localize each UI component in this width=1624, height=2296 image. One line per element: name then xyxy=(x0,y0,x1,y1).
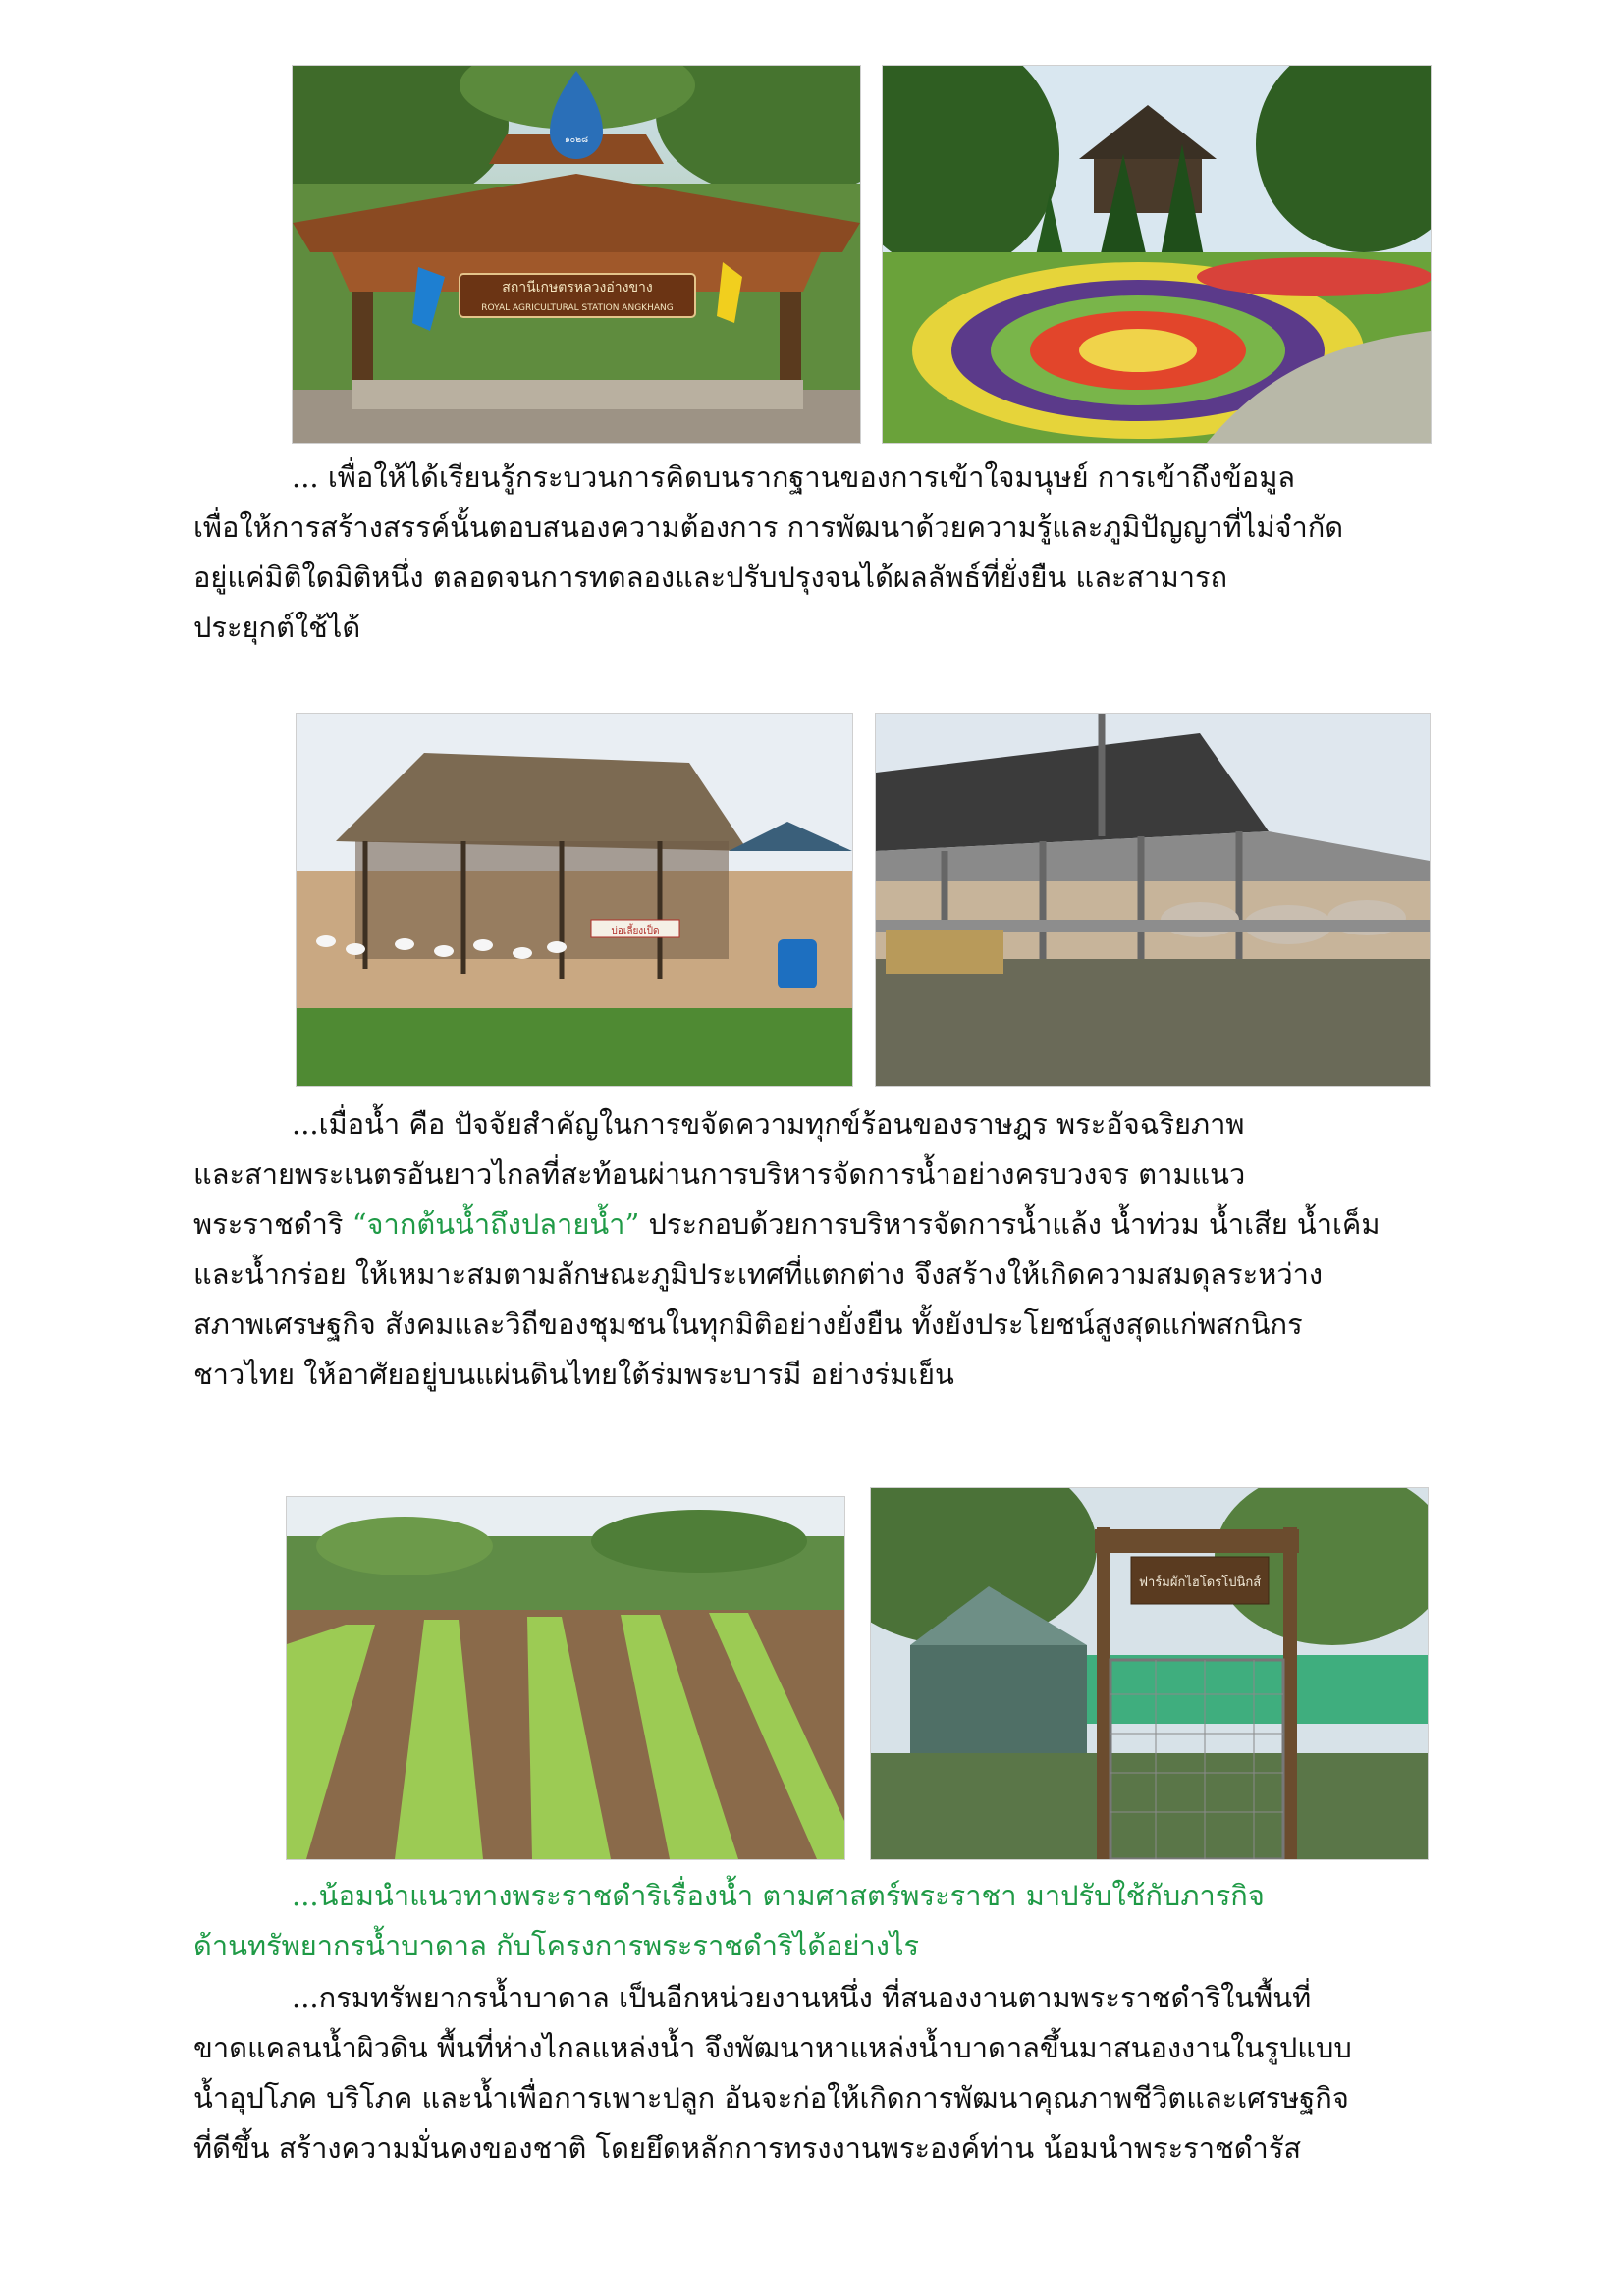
paragraph-line: ชาวไทย ให้อาศัยอยู่บนแผ่นดินไทยใต้ร่มพระบารมี อย่างร่มเย็น xyxy=(193,1358,954,1391)
heading-line: ด้านทรัพยากรน้ำบาดาล กับโครงการพระราชดำริได้อย่างไร xyxy=(193,1929,920,1962)
paragraph-line: ...กรมทรัพยากรน้ำบาดาล เป็นอีกหน่วยงานหนึ่ง ที่สนองงานตามพระราชดำริในพื้นที่ xyxy=(292,1981,1312,2014)
line-suffix: ประกอบด้วยการบริหารจัดการน้ำแล้ง น้ำท่วม น้ำเสีย น้ำเค็ม xyxy=(639,1207,1380,1241)
intro-paragraph xyxy=(193,453,1480,653)
photo-cattle-barn xyxy=(875,713,1431,1087)
station-sign-english: ROYAL AGRICULTURAL STATION ANGKHANG xyxy=(481,303,674,313)
paragraph-line: ... เพื่อให้ได้เรียนรู้กระบวนการคิดบนรากฐานของการเข้าใจมนุษย์ การเข้าถึงข้อมูล xyxy=(292,460,1296,494)
water-management-paragraph xyxy=(193,1099,1480,1400)
paragraph-line: ขาดแคลนน้ำผิวดิน พื้นที่ห่างไกลแหล่งน้ำ จึงพัฒนาหาแหล่งน้ำบาดาลขึ้นมาสนองงานในรูปแบบ xyxy=(193,2031,1352,2064)
paragraph-line: ที่ดีขึ้น สร้างความมั่นคงของชาติ โดยยึดหลักการทรงงานพระองค์ท่าน น้อมนำพระราชดำรัส xyxy=(193,2131,1302,2164)
paragraph-line-with-quote xyxy=(193,1200,1480,1250)
paragraph-line: ...เมื่อน้ำ คือ ปัจจัยสำคัญในการขจัดความทุกข์ร้อนของราษฎร พระอัจฉริยภาพ xyxy=(292,1107,1245,1141)
line-prefix: พระราชดำริ xyxy=(193,1207,352,1241)
paragraph-line: เพื่อให้การสร้างสรรค์นั้นตอบสนองความต้องการ การพัฒนาด้วยความรู้และภูมิปัญญาที่ไม่จำกัด xyxy=(193,510,1344,544)
paragraph-line: น้ำอุปโภค บริโภค และน้ำเพื่อการเพาะปลูก อันจะก่อให้เกิดการพัฒนาคุณภาพชีวิตและเศรษฐกิจ xyxy=(193,2081,1349,2114)
heading-line: ...น้อมนำแนวทางพระราชดำริเรื่องน้ำ ตามศาสตร์พระราชา มาปรับใช้กับภารกิจ xyxy=(292,1879,1265,1912)
photo-flower-garden xyxy=(882,65,1432,444)
paragraph-line: ประยุกต์ใช้ได้ xyxy=(193,611,361,644)
groundwater-department-paragraph xyxy=(193,1973,1480,2173)
greenhouse-sign: ฟาร์มผักไฮโดรโปนิกส์ xyxy=(1138,1575,1262,1590)
royal-motto-quote: “จากต้นน้ำถึงปลายน้ำ” xyxy=(352,1207,640,1241)
paragraph-line: อยู่แค่มิติใดมิติหนึ่ง ตลอดจนการทดลองและปรับปรุงจนได้ผลลัพธ์ที่ยั่งยืน และสามารถ xyxy=(193,561,1228,594)
photo-royal-agricultural-station-gate xyxy=(292,65,861,444)
photo-greenhouse-gate xyxy=(870,1487,1429,1860)
section-question-heading xyxy=(193,1871,1480,1971)
paragraph-line: และน้ำกร่อย ให้เหมาะสมตามลักษณะภูมิประเทศที่แตกต่าง จึงสร้างให้เกิดความสมดุลระหว่าง xyxy=(193,1257,1324,1291)
emblem-text: ๑๐๒๘ xyxy=(564,135,589,145)
paragraph-line: สภาพเศรษฐกิจ สังคมและวิถีของชุมชนในทุกมิติอย่างยั่งยืน ทั้งยังประโยชน์สูงสุดแก่พสกนิกร xyxy=(193,1308,1303,1341)
paragraph-line: และสายพระเนตรอันยาวไกลที่สะท้อนผ่านการบริหารจัดการน้ำอย่างครบวงจร ตามแนว xyxy=(193,1157,1246,1191)
photo-duck-shed xyxy=(296,713,853,1087)
photo-vegetable-rows xyxy=(286,1496,845,1860)
duck-shed-sign: บ่อเลี้ยงเป็ด xyxy=(611,926,660,936)
station-sign-thai: สถานีเกษตรหลวงอ่างขาง xyxy=(502,280,653,295)
